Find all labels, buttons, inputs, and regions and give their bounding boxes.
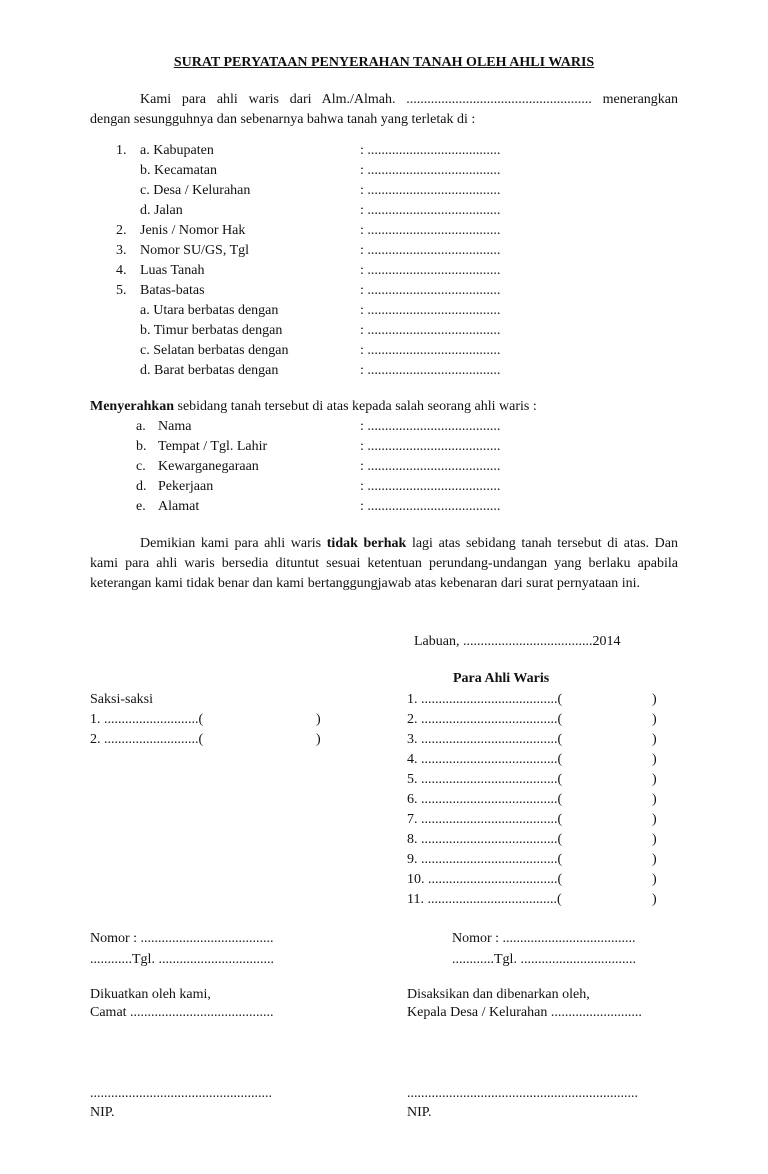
heir-close-paren: ) xyxy=(652,772,657,787)
land-item-label: c. Selatan berbatas dengan xyxy=(140,343,289,358)
camat-line-1: Dikuatkan oleh kami, xyxy=(90,987,211,1002)
land-item-label: Jenis / Nomor Hak xyxy=(140,223,246,238)
closing-paragraph xyxy=(90,534,678,594)
heir-close-paren: ) xyxy=(652,852,657,867)
closing-before: Demikian kami para ahli waris xyxy=(140,536,327,551)
land-item-number: 2. xyxy=(116,223,127,238)
camat-line-2: Camat ......................................... xyxy=(90,1005,274,1020)
nip-right: NIP. xyxy=(407,1105,432,1120)
land-item-value: : ...................................... xyxy=(360,363,501,378)
tgl-right: ............Tgl. ................................. xyxy=(452,952,636,967)
heir-signature-line: 9. .......................................( xyxy=(407,852,563,867)
closing-bold: tidak berhak xyxy=(326,536,407,551)
heir-signature-line: 1. .......................................( xyxy=(407,692,563,707)
heir-item-letter: a. xyxy=(136,419,146,434)
land-item-number: 4. xyxy=(116,263,127,278)
heir-close-paren: ) xyxy=(652,732,657,747)
signature-line-left: .................................................... xyxy=(90,1086,272,1101)
heir-item-label: Alamat xyxy=(158,499,200,514)
heir-signature-line: 10. .....................................( xyxy=(407,872,563,887)
witness-close-paren: ) xyxy=(316,712,321,727)
tgl-left: ............Tgl. ................................. xyxy=(90,952,274,967)
heir-signature-line: 2. .......................................( xyxy=(407,712,563,727)
land-item-value: : ...................................... xyxy=(360,163,501,178)
land-item-value: : ...................................... xyxy=(360,243,501,258)
land-item-value: : ...................................... xyxy=(360,203,501,218)
heir-item-label: Pekerjaan xyxy=(158,479,214,494)
witnesses-heading: Saksi-saksi xyxy=(90,692,153,707)
heir-item-value: : ...................................... xyxy=(360,499,501,514)
handover-sentence xyxy=(90,398,537,416)
heir-close-paren: ) xyxy=(652,872,657,887)
heir-signature-line: 8. .......................................( xyxy=(407,832,563,847)
witness-close-paren: ) xyxy=(316,732,321,747)
land-item-label: Batas-batas xyxy=(140,283,205,298)
heir-close-paren: ) xyxy=(652,892,657,907)
heir-item-label: Tempat / Tgl. Lahir xyxy=(158,439,268,454)
intro-line-2: dengan sesungguhnya dan sebenarnya bahwa tanah yang terletak di : xyxy=(90,112,476,127)
land-item-number: 5. xyxy=(116,283,127,298)
land-item-label: b. Kecamatan xyxy=(140,163,217,178)
land-item-label: a. Kabupaten xyxy=(140,143,214,158)
land-item-value: : ...................................... xyxy=(360,263,501,278)
handover-rest: sebidang tanah tersebut di atas kepada salah seorang ahli waris : xyxy=(174,399,537,414)
land-item-number: 3. xyxy=(116,243,127,258)
land-item-label: Luas Tanah xyxy=(140,263,205,278)
heir-item-letter: e. xyxy=(136,499,146,514)
land-item-value: : ...................................... xyxy=(360,223,501,238)
heir-close-paren: ) xyxy=(652,752,657,767)
witness-signature-line: 1. ...........................( xyxy=(90,712,204,727)
heir-item-value: : ...................................... xyxy=(360,419,501,434)
land-item-value: : ...................................... xyxy=(360,183,501,198)
heir-close-paren: ) xyxy=(652,832,657,847)
heir-item-label: Kewarganegaraan xyxy=(158,459,259,474)
land-item-label: d. Jalan xyxy=(140,203,183,218)
land-item-label: d. Barat berbatas dengan xyxy=(140,363,279,378)
nomor-left: Nomor : ...................................... xyxy=(90,931,274,946)
land-item-value: : ...................................... xyxy=(360,143,501,158)
document-title: SURAT PERYATAAN PENYERAHAN TANAH OLEH AHLI WARIS xyxy=(173,55,595,70)
nomor-right: Nomor : ...................................... xyxy=(452,931,636,946)
nip-left: NIP. xyxy=(90,1105,115,1120)
heir-item-letter: d. xyxy=(136,479,147,494)
kades-line-2: Kepala Desa / Kelurahan .......................... xyxy=(407,1005,642,1020)
intro-line-1: Kami para ahli waris dari Alm./Almah. ..................................................... menerangkan xyxy=(140,92,678,107)
heir-close-paren: ) xyxy=(652,692,657,707)
land-item-label: Nomor SU/GS, Tgl xyxy=(140,243,250,258)
heir-item-letter: b. xyxy=(136,439,147,454)
heir-signature-line: 6. .......................................( xyxy=(407,792,563,807)
heir-signature-line: 3. .......................................( xyxy=(407,732,563,747)
land-item-label: a. Utara berbatas dengan xyxy=(140,303,279,318)
place-date: Labuan, .....................................2014 xyxy=(414,634,621,649)
heirs-heading: Para Ahli Waris xyxy=(453,671,550,686)
heir-item-value: : ...................................... xyxy=(360,439,501,454)
heir-signature-line: 7. .......................................( xyxy=(407,812,563,827)
land-item-value: : ...................................... xyxy=(360,303,501,318)
heir-signature-line: 5. .......................................( xyxy=(407,772,563,787)
heir-item-value: : ...................................... xyxy=(360,479,501,494)
land-item-number: 1. xyxy=(116,143,127,158)
witness-signature-line: 2. ...........................( xyxy=(90,732,204,747)
heir-close-paren: ) xyxy=(652,712,657,727)
signature-line-right: .................................................................. xyxy=(407,1086,638,1101)
heir-item-letter: c. xyxy=(136,459,146,474)
closing-after: lagi atas sebidang tanah tersebut di atas. Dan kami para ahli waris bersedia dituntut sesuai ketentuan perundang-undangan yang berlaku apabila keterangan kami tidak benar dan kami bertanggungjawab atas kebenaran dari surat pernyataan ini. xyxy=(90,536,678,591)
land-item-label: b. Timur berbatas dengan xyxy=(140,323,283,338)
heir-close-paren: ) xyxy=(652,812,657,827)
intro-paragraph xyxy=(90,90,678,130)
handover-bold: Menyerahkan xyxy=(90,399,174,414)
heir-item-value: : ...................................... xyxy=(360,459,501,474)
kades-line-1: Disaksikan dan dibenarkan oleh, xyxy=(407,987,590,1002)
land-item-label: c. Desa / Kelurahan xyxy=(140,183,251,198)
land-item-value: : ...................................... xyxy=(360,283,501,298)
heir-signature-line: 11. .....................................( xyxy=(407,892,562,907)
heir-close-paren: ) xyxy=(652,792,657,807)
heir-item-label: Nama xyxy=(158,419,192,434)
land-item-value: : ...................................... xyxy=(360,323,501,338)
land-item-value: : ...................................... xyxy=(360,343,501,358)
heir-signature-line: 4. .......................................( xyxy=(407,752,563,767)
